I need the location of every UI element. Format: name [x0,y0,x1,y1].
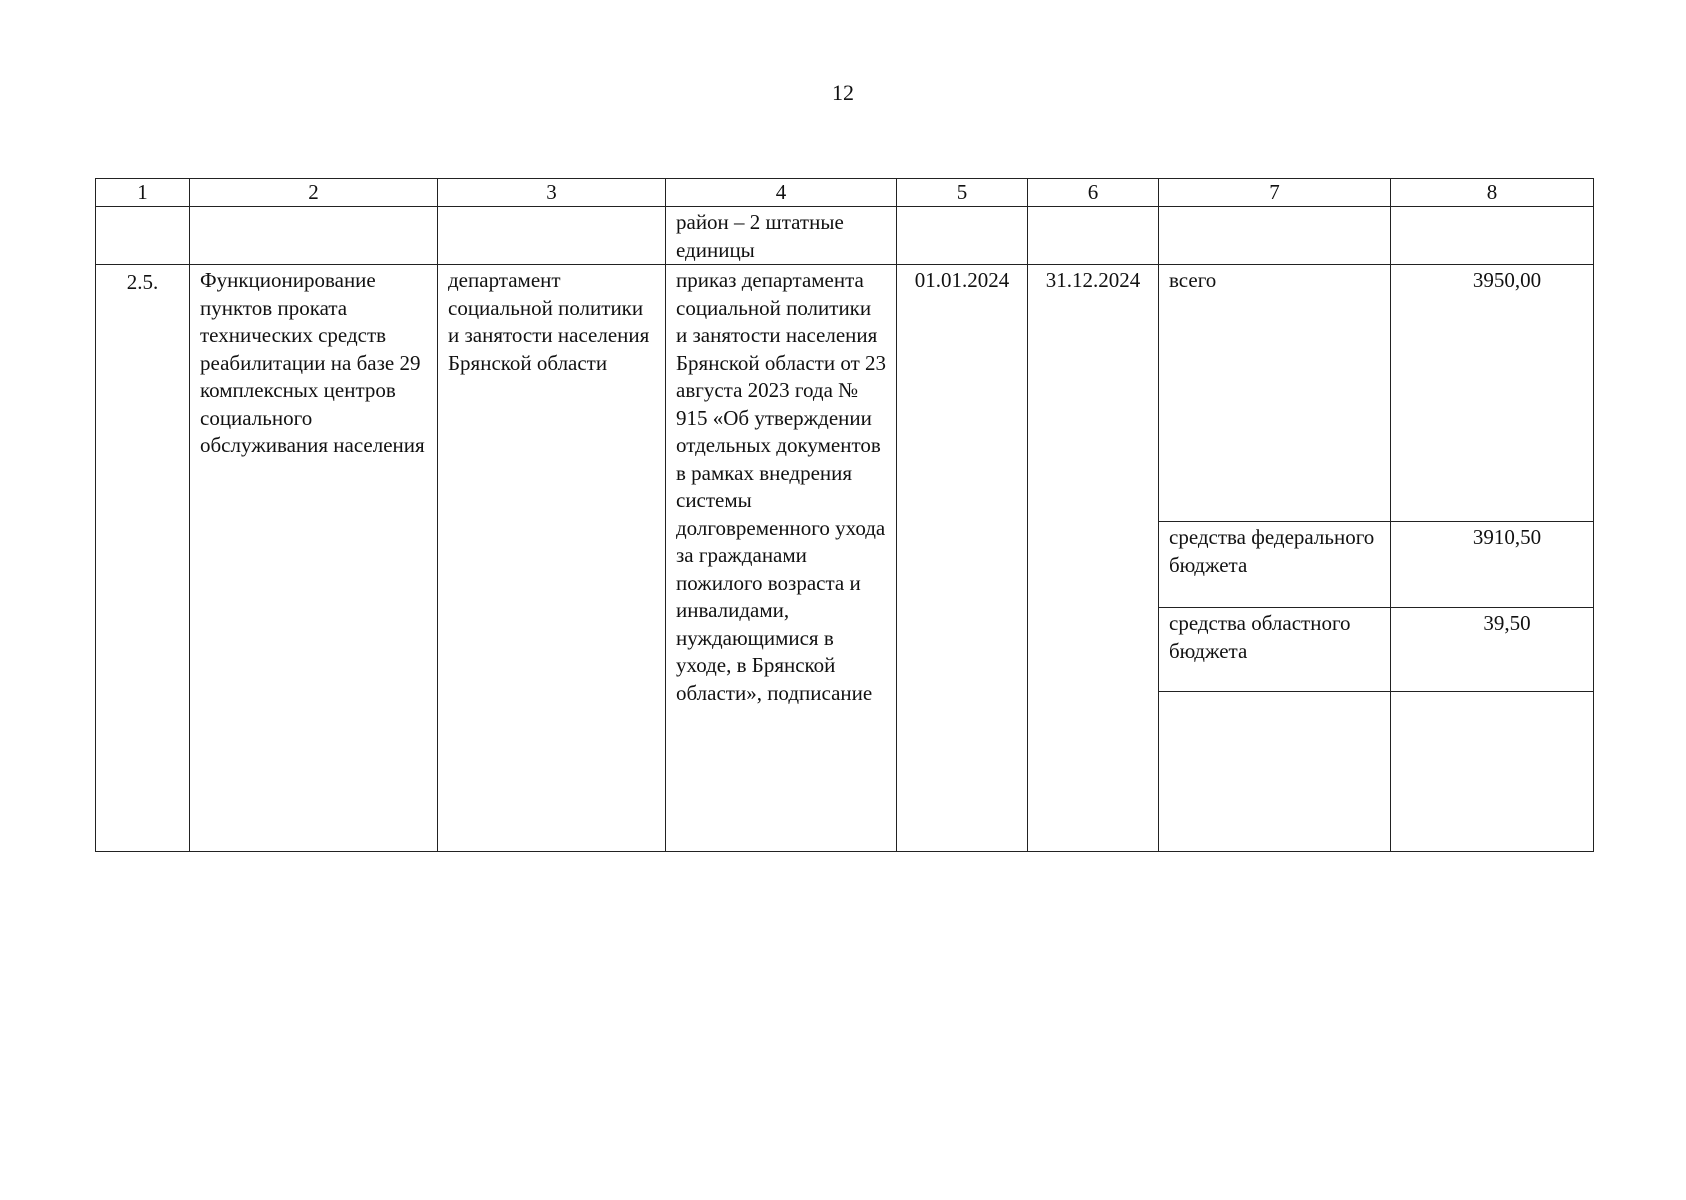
empty-cell [190,207,438,265]
table-row-2-5 [96,265,1594,522]
funding-amount-regional: 39,50 [1391,608,1594,692]
funding-source-federal: средства федерального бюджета [1159,522,1391,608]
funding-source-regional: средства областного бюджета [1159,608,1391,692]
program-measures-table [95,178,1594,852]
row-number: 2.5. [96,265,190,852]
empty-cell [1159,692,1391,852]
column-number-3: 3 [438,179,666,207]
legal-basis: приказ департамента социальной политики и занятости населения Брянской области от 23 августа 2023 года № 915 «Об утверждении отдельных документов в рамках внедрения системы долговременного ухода за гражданами пожилого возраста и инвалидами, нуждающимися в уходе, в Брянской области», подписание [666,265,897,852]
start-date: 01.01.2024 [897,265,1028,852]
column-number-6: 6 [1028,179,1159,207]
empty-cell [1028,207,1159,265]
column-number-row [96,179,1594,207]
column-number-5: 5 [897,179,1028,207]
column-number-1: 1 [96,179,190,207]
empty-cell [1391,207,1594,265]
page-number: 12 [832,80,854,105]
column-number-8: 8 [1391,179,1594,207]
funding-amount-federal: 3910,50 [1391,522,1594,608]
executor: департамент социальной политики и занятости населения Брянской области [438,265,666,852]
column-number-4: 4 [666,179,897,207]
continuation-text: район – 2 штатные единицы [666,207,897,265]
column-number-2: 2 [190,179,438,207]
continuation-row [96,207,1594,265]
empty-cell [1159,207,1391,265]
empty-cell [897,207,1028,265]
end-date: 31.12.2024 [1028,265,1159,852]
empty-cell [96,207,190,265]
funding-source-total: всего [1159,265,1391,522]
empty-cell [1391,692,1594,852]
funding-amount-total: 3950,00 [1391,265,1594,522]
measure-name: Функционирование пунктов проката технических средств реабилитации на базе 29 комплексных центров социального обслуживания населения [190,265,438,852]
column-number-7: 7 [1159,179,1391,207]
empty-cell [438,207,666,265]
